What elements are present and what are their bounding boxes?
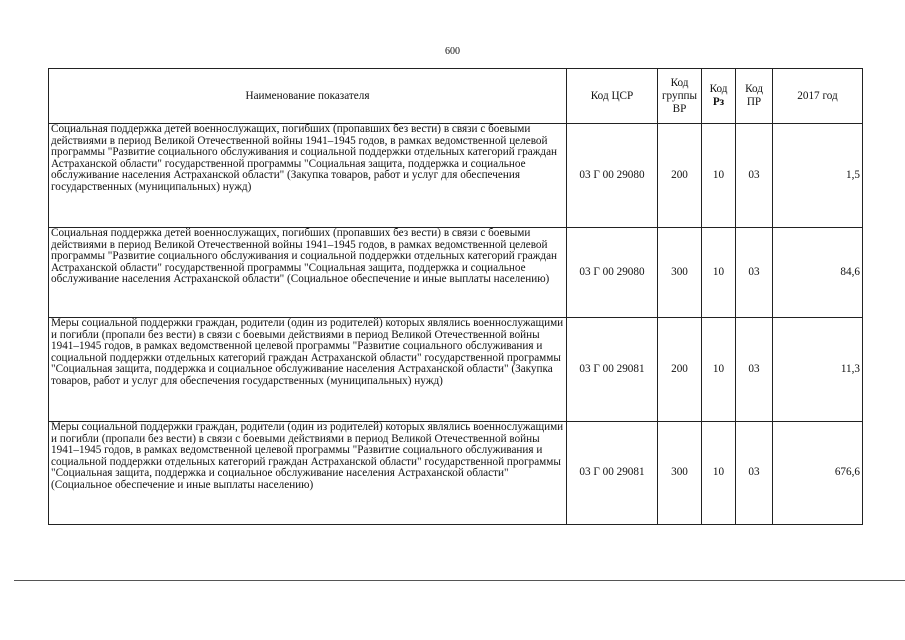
row-vr-code: 300 xyxy=(658,228,702,318)
row-vr-code: 300 xyxy=(658,422,702,525)
table-row xyxy=(49,318,863,422)
header-pr-code xyxy=(736,69,773,124)
header-year: 2017 год xyxy=(773,69,863,124)
header-vr-line-2: группы xyxy=(661,89,698,102)
row-pr-code: 03 xyxy=(736,228,773,318)
row-vr-code: 200 xyxy=(658,318,702,422)
row-rz-code: 10 xyxy=(702,124,736,228)
row-name: Социальная поддержка детей военнослужащих, погибших (пропавших без вести) в связи с боевыми действиями в период Великой Отечественной войны 1941–1945 годов, в рамках ведомственной целевой программы "Развитие социального обслуживания и социальной поддержки отдельных категорий граждан Астраханской области" государственной программы "Социальная защита, поддержка и социальное обслуживание населения Астраханской области" (Социальное обеспечение и иные выплаты населению) xyxy=(49,228,567,318)
header-vr-code xyxy=(658,69,702,124)
row-name: Меры социальной поддержки граждан, родители (один из родителей) которых являлись военнослужащими и погибли (пропали без вести) в связи с боевыми действиями в период Великой Отечественной войны 1941–1945 годов, в рамках ведомственной целевой программы "Развитие социального обслуживания и социальной поддержки отдельных категорий граждан Астраханской области" государственной программы "Социальная защита, поддержка и социальное обслуживание населения Астраханской области" (Социальное обеспечение и иные выплаты населению) xyxy=(49,422,567,525)
row-pr-code: 03 xyxy=(736,318,773,422)
row-rz-code: 10 xyxy=(702,422,736,525)
header-vr-line-3: ВР xyxy=(672,102,687,115)
row-amount: 11,3 xyxy=(773,318,863,422)
header-pr-line-1: Код xyxy=(745,83,763,95)
header-vr-line-1: Код xyxy=(670,76,689,89)
header-csr-code: Код ЦСР xyxy=(567,69,658,124)
table-row xyxy=(49,422,863,525)
table-header-row xyxy=(49,69,863,124)
row-amount: 84,6 xyxy=(773,228,863,318)
row-name: Меры социальной поддержки граждан, родители (один из родителей) которых являлись военнослужащими и погибли (пропали без вести) в связи с боевыми действиями в период Великой Отечественной войны 1941–1945 годов, в рамках ведомственной целевой программы "Развитие социального обслуживания и социальной поддержки отдельных категорий граждан Астраханской области" государственной программы "Социальная защита, поддержка и социальное обслуживание населения Астраханской области" (Закупка товаров, работ и услуг для обеспечения государственных (муниципальных) нужд) xyxy=(49,318,567,422)
header-name: Наименование показателя xyxy=(49,69,567,124)
header-rz-code xyxy=(702,69,736,124)
row-csr-code: 03 Г 00 29081 xyxy=(567,318,658,422)
row-csr-code: 03 Г 00 29081 xyxy=(567,422,658,525)
page-bottom-rule xyxy=(14,580,905,581)
table-row xyxy=(49,228,863,318)
budget-table xyxy=(48,68,863,525)
header-rz-line-1: Код xyxy=(709,83,728,95)
row-pr-code: 03 xyxy=(736,124,773,228)
row-vr-code: 200 xyxy=(658,124,702,228)
row-rz-code: 10 xyxy=(702,318,736,422)
row-csr-code: 03 Г 00 29080 xyxy=(567,124,658,228)
table-row xyxy=(49,124,863,228)
row-rz-code: 10 xyxy=(702,228,736,318)
header-pr-line-2: ПР xyxy=(746,96,762,108)
row-name: Социальная поддержка детей военнослужащих, погибших (пропавших без вести) в связи с боевыми действиями в период Великой Отечественной войны 1941–1945 годов, в рамках ведомственной целевой программы "Развитие социального обслуживания и социальной поддержки отдельных категорий граждан Астраханской области" государственной программы "Социальная защита, поддержка и социальное обслуживание населения Астраханской области" (Закупка товаров, работ и услуг для обеспечения государственных (муниципальных) нужд) xyxy=(49,124,567,228)
row-amount: 1,5 xyxy=(773,124,863,228)
header-rz-line-2: Рз xyxy=(712,96,725,108)
row-amount: 676,6 xyxy=(773,422,863,525)
row-pr-code: 03 xyxy=(736,422,773,525)
row-csr-code: 03 Г 00 29080 xyxy=(567,228,658,318)
page-number: 600 xyxy=(445,46,460,57)
